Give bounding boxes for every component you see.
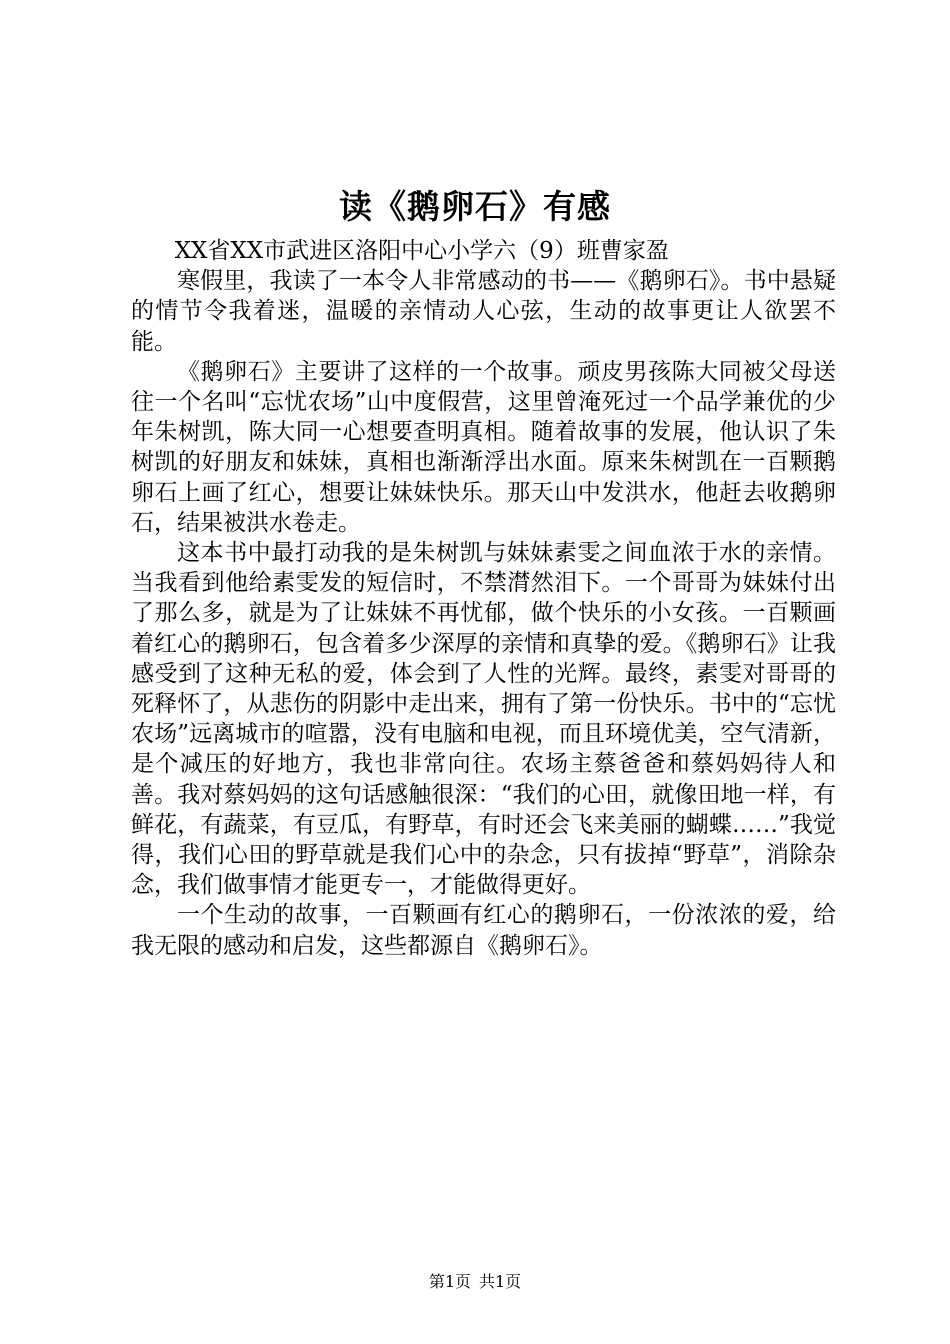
page-number: 第1页 bbox=[428, 1272, 471, 1291]
page-total: 共1页 bbox=[479, 1272, 522, 1291]
paragraph: 《鹅卵石》主要讲了这样的一个故事。顽皮男孩陈大同被父母送往一个名叫“忘忧农场”山中度假营，这里曾淹死过一个品学兼优的少年朱树凯，陈大同一心想要查明真相。随着故事的发展，他认识了朱树凯的好朋友和妹妹，真相也渐渐浮出水面。原来朱树凯在一百颗鹅卵石上画了红心，想要让妹妹快乐。那天山中发洪水，他赶去收鹅卵石，结果被洪水卷走。 bbox=[131, 358, 836, 536]
page-title: 读《鹅卵石》有感 bbox=[339, 187, 611, 226]
paragraph: 一个生动的故事，一百颗画有红心的鹅卵石，一份浓浓的爱，给我无限的感动和启发，这些都源自《鹅卵石》。 bbox=[131, 902, 836, 959]
author-line: XX省XX市武进区洛阳中心小学六（9）班曹家盈 bbox=[174, 238, 669, 264]
document-body bbox=[131, 236, 836, 961]
page-footer bbox=[0, 1270, 950, 1294]
paragraph: 这本书中最打动我的是朱树凯与妹妹素雯之间血浓于水的亲情。当我看到他给素雯发的短信时，不禁潸然泪下。一个哥哥为妹妹付出了那么多，就是为了让妹妹不再忧郁，做个快乐的小女孩。一百颗画着红心的鹅卵石，包含着多少深厚的亲情和真挚的爱。《鹅卵石》让我感受到了这种无私的爱，体会到了人性的光辉。最终，素雯对哥哥的死释怀了，从悲伤的阴影中走出来，拥有了第一份快乐。书中的“忘忧农场”远离城市的喧嚣，没有电脑和电视，而且环境优美，空气清新，是个减压的好地方，我也非常向往。农场主蔡爸爸和蔡妈妈待人和善。我对蔡妈妈的这句话感触很深：“我们的心田，就像田地一样，有鲜花，有蔬菜，有豆瓜，有野草，有时还会飞来美丽的蝴蝶……”我觉得，我们心田的野草就是我们心中的杂念，只有拔掉“野草”，消除杂念，我们做事情才能更专一，才能做得更好。 bbox=[131, 540, 836, 899]
paragraph: 寒假里，我读了一本令人非常感动的书——《鹅卵石》。书中悬疑的情节令我着迷，温暖的亲情动人心弦，生动的故事更让人欲罢不能。 bbox=[131, 268, 836, 355]
